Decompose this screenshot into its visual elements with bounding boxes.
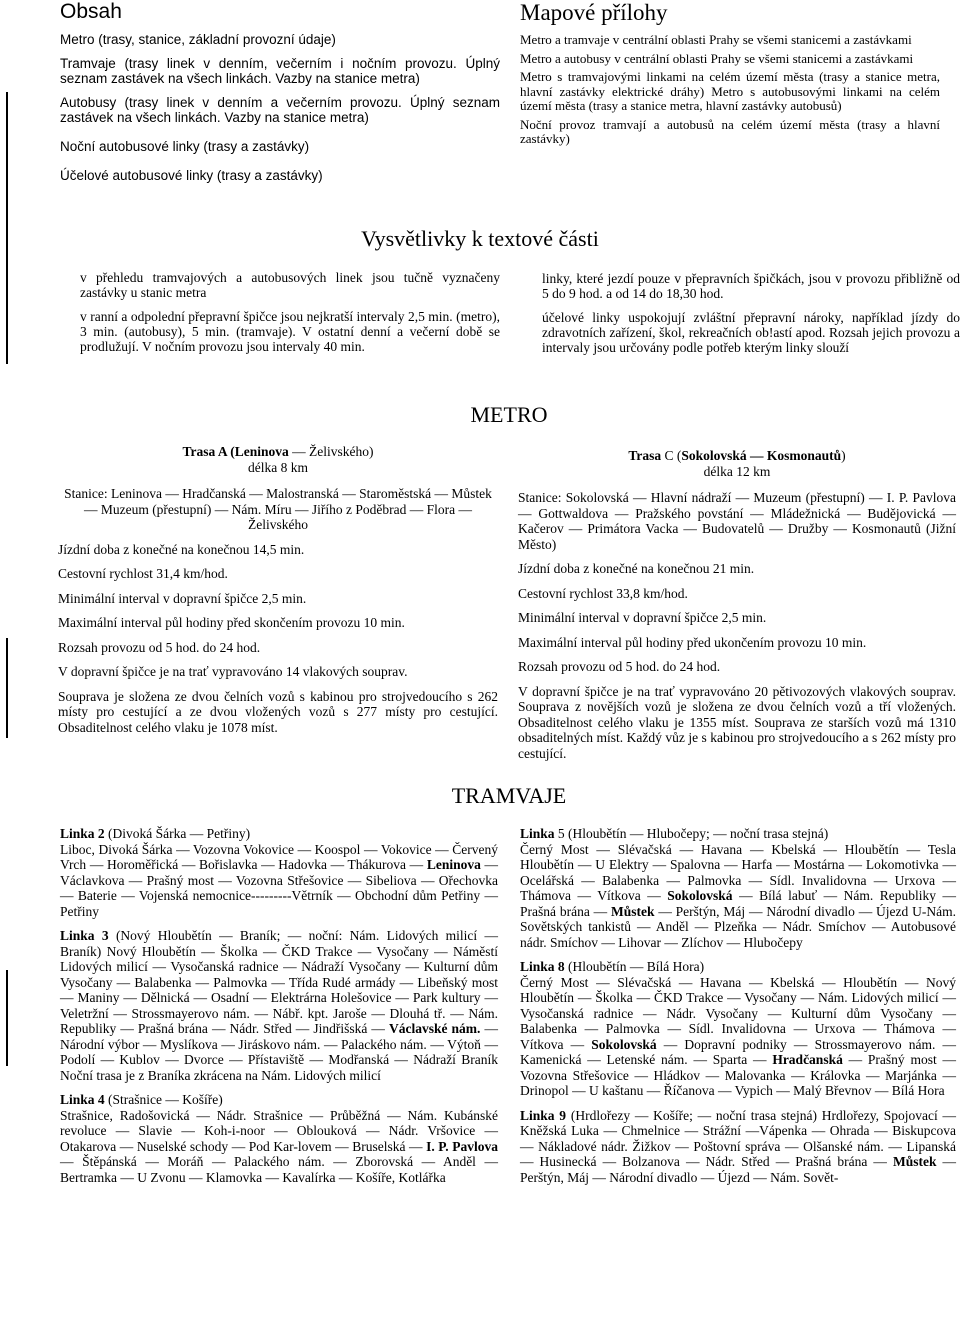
trasa-a-title: Trasa A (Leninova [182, 444, 289, 459]
tram-line-4 [60, 1092, 498, 1185]
tram-line-metro-stop: I. P. Pavlova [426, 1138, 498, 1154]
trasa-a-row: Minimální interval v dopravní špičce 2,5 min. [58, 590, 307, 606]
map-appendix-item: Noční provoz tramvají a autobusů na celém území města (trasy a hlavní zastávky) [520, 116, 940, 146]
trasa-a-title-end: Želivského) [309, 444, 374, 459]
map-appendix-item: Metro a autobusy v centrální oblasti Prahy se všemi stanicemi a zastávkami [520, 50, 914, 66]
trasa-c-title-route: Sokolovská — Kosmonautů [681, 448, 842, 463]
legend-item: v přehledu tramvajových a autobusových linek jsou tučně vyznačeny zastávky u stanic metra [80, 270, 500, 300]
trasa-a-heading [58, 444, 498, 460]
tram-line-label: Linka [520, 826, 555, 841]
trasa-c-row: Maximální interval půl hodiny před ukončením provozu 10 min. [518, 634, 867, 650]
trasa-c-row: Jízdní doba z konečné na konečnou 21 min. [518, 561, 755, 576]
tram-line-route: — Štěpánská — Moráň — Palackého nám. — Zborovská — Anděl — Bertramka — U Zvonu — Klamovka — Kavalírka — Košíře, Kotlářka [60, 1154, 498, 1185]
tram-line-route: — Bílá labuť — Nám. Republiky — Prašná brána — [520, 888, 957, 919]
tram-line-label: Linka 8 [520, 959, 565, 974]
legend-right-column [542, 271, 960, 355]
tram-line-route: — Dopravní podniky — Strossmayerovo nám. — Kamenická — Letenské nám. — Sparta — [520, 1036, 956, 1067]
trasa-c-title-mid: C ( [661, 448, 682, 463]
trasa-c-title-end: ) [841, 448, 846, 463]
trasa-c-stations: Stanice: Sokolovská — Hlavní nádraží — Muzeum (přestupní) — I. P. Pavlova — Gottwaldova — Pražského povstání — Mládežnická — Budějovická — Kačerov — Primátora Vacka — Budovatelů — Družby — Kosmonautů (Jižní Město) [518, 490, 956, 552]
tram-line-head: (Hloubětín — Bílá Hora) [564, 959, 705, 974]
tram-line-label: Linka 9 [520, 1107, 567, 1123]
margin-bar-middle [6, 638, 8, 738]
trasa-c-row: Cestovní rychlost 33,8 km/hod. [518, 585, 688, 601]
contents-item: Noční autobusové linky (trasy a zastávky) [60, 139, 310, 154]
trasa-a-row: Maximální interval půl hodiny před skončením provozu 10 min. [58, 615, 405, 630]
contents-item: Účelové autobusové linky (trasy a zastávky) [60, 168, 323, 183]
tram-left-column [60, 826, 498, 1185]
tram-line-metro-stop: Sokolovská [667, 888, 733, 903]
tram-line-5 [520, 826, 956, 950]
trasa-a-dash: — [288, 444, 310, 459]
contents-section [60, 0, 500, 192]
tram-line-metro-stop: Václavské nám. [388, 1021, 481, 1036]
contents-item: Tramvaje (trasy linek v denním, večerním i nočním provozu. Úplný seznam zastávek na všech linkách. Vazby na stanice metra) [60, 56, 500, 86]
trasa-a-row: V dopravní špičce je na trať vypravováno 14 vlakových souprav. [58, 664, 408, 679]
tram-title: TRAMVAJE [451, 783, 567, 808]
tram-line-route: — Václavkova — Prašný most — Vozovna Střešovice — Sibeliova — Ořechovka — Baterie — Vojenská nemocnice---------Větrník — Obchodní dům Petřiny — Petřiny [60, 857, 498, 919]
trasa-c-length: délka 12 km [703, 463, 771, 479]
legend-item: v ranní a odpolední přepravní špičce jsou nejkratší intervaly 2,5 min. (metro), 3 min. (autobusy), 5 min. (tramvaje). V ostatní denní a večerní době se prodlužují. V nočním provozu jsou intervaly 40 min. [80, 309, 500, 354]
trasa-a-block [58, 444, 498, 735]
tram-line-head: (Divoká Šárka — Petřiny) [104, 826, 251, 841]
tram-line-label: Linka 2 [60, 826, 105, 841]
trasa-c-row: Rozsah provozu od 5 hod. do 24 hod. [518, 659, 721, 674]
metro-title: METRO [470, 402, 548, 427]
trasa-c-row: Minimální interval v dopravní špičce 2,5 min. [518, 610, 767, 625]
tram-line-metro-stop: Můstek [892, 1154, 937, 1169]
tram-line-8 [520, 959, 956, 1099]
legend-title: Vysvětlivky k textové části [361, 226, 599, 251]
trasa-c-heading [518, 448, 956, 464]
tram-right-column [520, 826, 956, 1185]
tram-line-metro-stop: Můstek [611, 903, 655, 919]
tram-line-route: Strašnice, Radošovická — Nádr. Strašnice — Průběžná — Nám. Kubánské revoluce — Slavie — Koh-i-noor — Oblouková — Nádr. Vršovice — Otakarova — Nuselské schody — Pod Kar-lovem — Bruselská — [60, 1107, 498, 1154]
contents-list [60, 32, 500, 183]
legend-item: linky, které jezdí pouze v přepravních špičkách, jsou v provozu přibližně od 5 do 9 hod. a od 14 do 18,30 hod. [542, 271, 960, 301]
map-appendix-section [520, 0, 940, 147]
tram-line-route: —Perštýn, Máj — Národní divadlo — Újezd — Nám. Sovět- [520, 1154, 957, 1185]
map-appendix-item: Metro a tramvaje v centrální oblasti Prahy se všemi stanicemi a zastávkami [520, 32, 912, 47]
trasa-a-row: Rozsah provozu od 5 hod. do 24 hod. [58, 639, 261, 655]
margin-bar-bottom [6, 970, 8, 1066]
tram-line-metro-stop: Leninova [426, 857, 481, 872]
map-appendix-title: Mapové přílohy [520, 0, 668, 25]
tram-line-label: Linka 4 [60, 1092, 105, 1107]
tram-line-head: 5 (Hloubětín — Hlubočepy; — noční trasa stejná) [554, 826, 829, 841]
trasa-a-length: délka 8 km [248, 459, 308, 475]
tram-line-label: Linka 3 [60, 928, 109, 943]
contents-title: Obsah [60, 0, 122, 23]
tram-line-route: Černý Most — Slévačská — Havana — Kbelská — Hloubětín — Tesla Hloubětín — U Elektry — Spalovna — Harfa — Mostárna — Lokomotivka — Ocelářská — Balabenka — Palmovka — Sídl. Invalidovna — Urxova — Thámova — Vítkova — [520, 841, 956, 903]
tram-line-3 [60, 928, 498, 1083]
contents-item: Autobusy (trasy linek v denním a večerním provozu. Úplný seznam zastávek na všech linkách. Vazby na stanice metra) [60, 95, 500, 125]
trasa-a-row: Jízdní doba z konečné na konečnou 14,5 min. [58, 541, 305, 557]
tram-line-route: (Hrdlořezy — Košíře; — noční trasa stejná) Hrdlořezy, Spojovací — Kněžská Luka — Chmelnice — Strážní —Vápenka — Ohrada — Biskupcova — Nákladové nádr. Žižkov — Poštovní správa — Olšanské nám. — Lipanská — Husinecká — Bolzanova — Nádr. Střed — Prašná brána — [520, 1107, 957, 1169]
tram-line-9 [520, 1108, 956, 1186]
map-appendix-list [520, 33, 940, 147]
contents-item: Metro (trasy, stanice, základní provozní údaje) [60, 32, 336, 47]
tram-line-route: — Prašný most — Vozovna Střešovice — Hládkov — Malovanka — Královka — Marjánka — Drinopol — U kaštanu — Říčanova — Vypich — Malý Břevnov — Bílá Hora [520, 1052, 956, 1098]
trasa-c-title: Trasa [628, 448, 662, 463]
trasa-a-note: Souprava je složena ze dvou čelních vozů s kabinou pro strojvedoucího s 262 místy pro cestující a ze dvou vložených vozů s 277 místy pro cestující. Obsaditelnost celého vlaku je 1078 míst. [58, 688, 498, 735]
trasa-a-stations: Stanice: Leninova — Hradčanská — Malostranská — Staroměstská — Můstek — Muzeum (přestupní) — Nám. Míru — Jiřího z Poděbrad — Flora — Želivského [64, 486, 492, 532]
tram-line-head: (Strašnice — Košíře) [104, 1092, 223, 1107]
map-appendix-item: Metro s tramvajovými linkami na celém území města (trasy a stanice metra, hlavní zastávky elektrické dráhy) Metro s autobusovými linkami na celém území města (trasy a stanice metra, hlavní zastávky autobusů) [520, 69, 940, 113]
trasa-a-row: Cestovní rychlost 31,4 km/hod. [58, 566, 228, 581]
tram-line-route: Liboc, Divoká Šárka — Vozovna Vokovice — Koospol — Vokovice — Červený Vrch — Horoměřická — Bořislavka — Hadovka — Thákurova — [60, 841, 498, 872]
legend-item: účelové linky uspokojují zvláštní přepravní nároky, například jízdy do zdravotních zařízení, škol, rekreačních ob!astí apod. Rozsah jejich provozu a intervaly jsou určovány podle potřeb kterým linky slouží [542, 310, 960, 355]
tram-line-metro-stop: Hradčanská [772, 1052, 843, 1067]
tram-line-route: Černý Most — Slévačská — Havana — Kbelská — Hloubětín — Nový Hloubětín — Školka — ČKD Trakce — Vysočany — Nám. Lidových milicí — Vysočanská radnice — Nádr. Vysočany — Kulturní dům Vysočany — Balabenka — Palmovka — Sídl. Invalidovna — Urxova — Thámova — Vítkova — [520, 974, 956, 1052]
trasa-c-block [518, 448, 956, 761]
tram-line-route: — Perštýn, Máj — Národní divadlo — Újezd U-Nám. Sovětských tankistů — Anděl — Plzeňka — Nádr. Smíchov — Autobusové nádr. Smíchov — Lihovar — Zlíchov — Hlubočepy [520, 903, 956, 950]
tram-line-2 [60, 826, 498, 919]
legend-left-column [80, 270, 500, 354]
tram-line-metro-stop: Sokolovská [591, 1036, 657, 1052]
tram-line-route: (Nový Hloubětín — Braník; — noční: Nám. Lidových milicí — Braník) Nový Hloubětín — Školka — ČKD Trakce — Vysočany — Náměstí Lidových milicí — Vysočanská radnice — Nádraží Vysočany — Kulturní dům Vysočany — Balabenka — Palmovka — Třída Rudé armády — Libeňský most — Maniny — Dělnická — Osadní — Elektrárna Holešovice — Park kultury — Veletržní — Strossmayerovo nám. — Nábř. kpt. Jaroše — Dlouhá tř. — Nám. Republiky — Prašná brána — Nádr. Střed — Jindřišská — [60, 928, 498, 1036]
trasa-c-note: V dopravní špičce je na trať vypravováno 20 pětivozových vlakových souprav. Souprava z novějších vozů je složena ze dvou čelních vozů a tří vložených. Obsaditelnost celého vlaku je 1355 míst. Souprava ze starších vozů má 1310 obsaditelných míst. Každý vůz je s kabinou pro strojvedoucího a s 262 místy pro cestující. [518, 683, 956, 761]
tram-line-route: — Národní výbor — Myslíkova — Jiráskovo nám. — Palackého nám. — Výtoň — Podolí — Kublov — Dvorce — Přístaviště — Modřanská — Nádraží Braník Noční trasa je z Braníka zkrácena na Nám. Lidových milicí [60, 1021, 499, 1083]
